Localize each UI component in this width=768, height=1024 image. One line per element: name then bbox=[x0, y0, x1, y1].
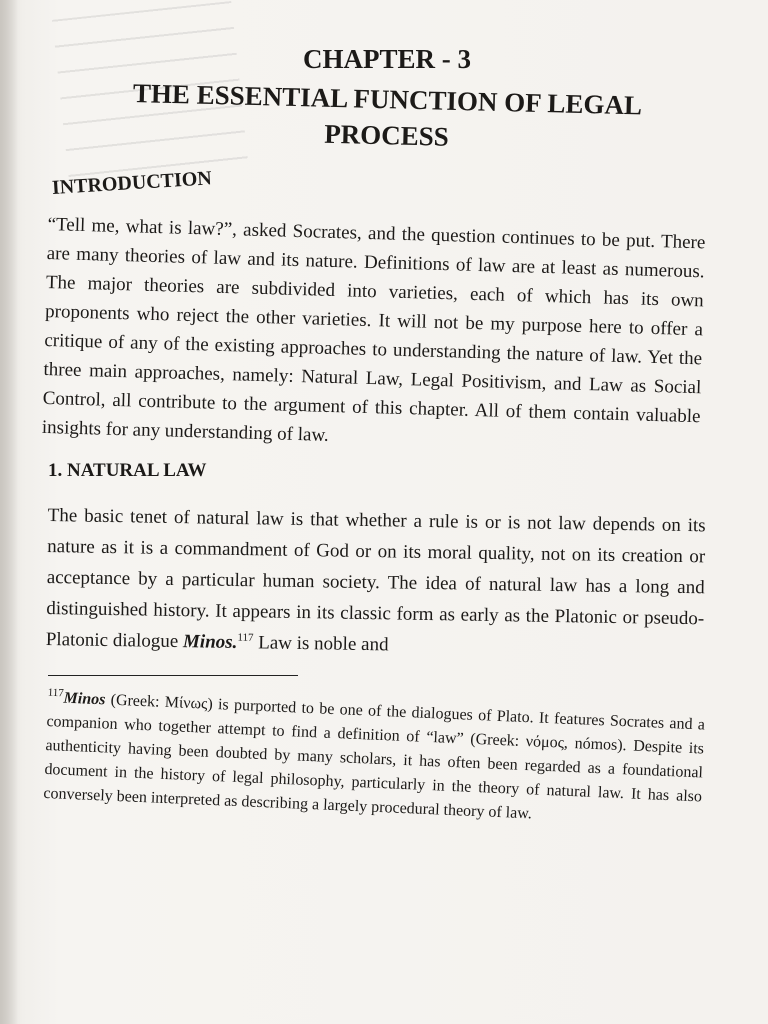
minos-emphasis: Minos. bbox=[182, 631, 238, 653]
spine-shadow bbox=[0, 0, 18, 1024]
footnote-117 bbox=[43, 686, 705, 833]
footnote-term: Minos bbox=[63, 689, 106, 709]
natural-law-heading: 1. NATURAL LAW bbox=[48, 460, 207, 481]
chapter-title: THE ESSENTIAL FUNCTION OF LEGAL PROCESS bbox=[132, 78, 643, 152]
footnote-divider bbox=[48, 675, 298, 676]
footnote-text: (Greek: Μίνως) is purported to be one of the dialogues of Plato. It features Socrates and a companion who together attempt to find a definition of “law” (Greek: νόμος, nómos). Despite its authenticity having been doubted by many scholars, it has often been regarded as a foundational document in the history of legal philosophy, particularly in the theory of natural law. It has also conversely been interpreted as describing a largely procedural theory of law. bbox=[43, 691, 706, 823]
introduction-paragraph: “Tell me, what is law?”, asked Socrates, and the question continues to be put. There are many theories of law and its nature. Definitions of law are at least as numerous. The major theories are subdivided into varieties, each of which has its own proponents who reject the other varieties. It will not be my purpose here to offer a critique of any of the existing approaches to understanding the nature of law. Yet the three main approaches, namely: Natural Law, Legal Positivism, and Law as Social Control, all contribute to the argument of this chapter. All of them contain valuable insights for any understanding of law. bbox=[41, 213, 706, 446]
natural-law-text-end: Law is noble and bbox=[258, 632, 389, 656]
footnote-number: 117 bbox=[47, 686, 65, 700]
introduction-heading: INTRODUCTION bbox=[51, 167, 213, 199]
natural-law-paragraph bbox=[46, 500, 706, 665]
natural-law-text-start: The basic tenet of natural law is that whether a rule is or is not law depends on its nature as it is a commandment of God or on its moral quality, not on its creation or acceptance by a particular human society. The idea of natural law has a long and distinguished history. It appears in its classic form as early as the Platonic or pseudo-Platonic dialogue bbox=[45, 504, 706, 653]
footnote-reference: 117 bbox=[237, 631, 254, 644]
chapter-number: CHAPTER - 3 bbox=[303, 44, 471, 74]
